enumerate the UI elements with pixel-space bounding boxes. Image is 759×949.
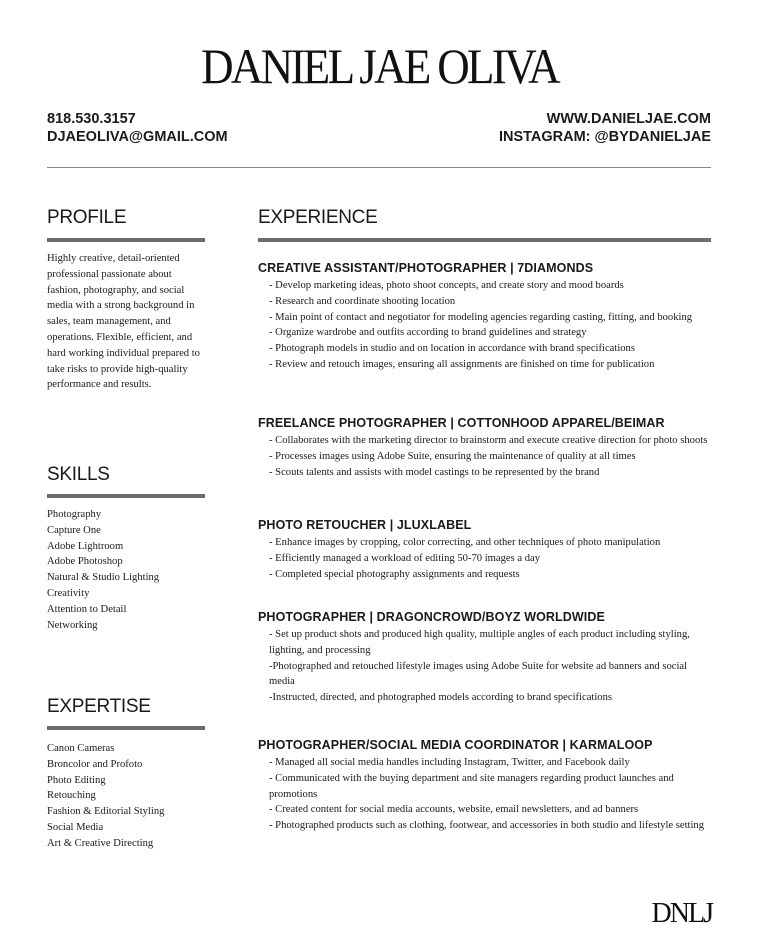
profile-line: professional passionate about	[47, 268, 172, 280]
resume-name: DANIEL JAE OLIVA	[201, 38, 558, 94]
job-title: CREATIVE ASSISTANT/PHOTOGRAPHER | 7DIAMONDS	[258, 261, 594, 275]
profile-text	[47, 251, 232, 393]
job-bullet: - Main point of contact and negotiator for modeling agencies regarding casting, fitting, and booking	[269, 311, 693, 323]
profile-heading: PROFILE	[47, 207, 127, 228]
profile-line: Highly creative, detail-oriented	[47, 253, 180, 264]
job-entry	[258, 517, 712, 582]
job-title: PHOTOGRAPHER/SOCIAL MEDIA COORDINATOR | KARMALOOP	[258, 738, 653, 752]
job-bullet: - Completed special photography assignments and requests	[269, 568, 520, 580]
experience-heading: EXPERIENCE	[258, 207, 378, 228]
instagram-handle: INSTAGRAM: @BYDANIELJAE	[498, 129, 711, 145]
job-bullet: - Collaborates with the marketing director to brainstorm and execute creative direction for photo shoots	[269, 435, 708, 446]
job-title: PHOTOGRAPHER | DRAGONCROWD/BOYZ WORLDWIDE	[258, 610, 605, 624]
job-entry	[258, 737, 712, 834]
job-bullet: - Organize wardrobe and outfits according to brand guidelines and strategy	[269, 327, 587, 339]
expertise-heading: EXPERTISE	[47, 696, 151, 717]
expertise-list	[47, 741, 164, 852]
header-divider	[47, 167, 711, 168]
skills-rule	[47, 494, 205, 498]
job-bullet: -Photographed and retouched lifestyle images using Adobe Suite for website ad banners and social media	[269, 660, 688, 688]
skill-item: Adobe Lightroom	[47, 540, 124, 552]
job-bullet: - Photographed products such as clothing, footwear, and accessories in both studio and lifestyle setting	[269, 820, 705, 832]
skill-item: Natural & Studio Lighting	[47, 572, 160, 584]
job-title: PHOTO RETOUCHER | JLUXLABEL	[258, 518, 472, 532]
job-bullet: - Communicated with the buying department and site managers regarding product launches and promotions	[269, 772, 674, 800]
skill-item: Networking	[47, 619, 98, 631]
job-entry	[258, 415, 712, 480]
job-entry	[258, 260, 712, 373]
expertise-rule	[47, 726, 205, 730]
job-bullet: - Review and retouch images, ensuring all assignments are finished on time for publication	[269, 358, 655, 370]
expertise-item: Broncolor and Profoto	[47, 758, 143, 770]
expertise-item: Fashion & Editorial Styling	[47, 806, 165, 818]
monogram-logo: DNLJ	[651, 898, 712, 929]
skills-list	[47, 507, 159, 633]
job-bullet: - Created content for social media accounts, website, email newsletters, and ad banners	[269, 804, 639, 816]
job-bullet: - Develop marketing ideas, photo shoot concepts, and create story and mood boards	[269, 280, 624, 291]
profile-line: sales, team management, and	[47, 316, 171, 328]
skill-item: Attention to Detail	[47, 603, 127, 615]
phone-number: 818.530.3157	[47, 111, 136, 127]
job-bullet: -Instructed, directed, and photographed models according to brand specifications	[269, 692, 613, 704]
profile-line: take risks to provide high-quality	[47, 363, 188, 375]
profile-line: performance and results.	[47, 379, 152, 391]
expertise-item: Canon Cameras	[47, 743, 115, 754]
contact-left	[47, 110, 228, 146]
profile-line: hard working individual prepared to	[47, 347, 200, 359]
skills-heading: SKILLS	[47, 464, 110, 485]
email-address: DJAEOLIVA@GMAIL.COM	[47, 129, 228, 145]
skill-item: Photography	[47, 509, 102, 520]
skill-item: Capture One	[47, 524, 101, 536]
expertise-item: Photo Editing	[47, 774, 106, 786]
profile-line: fashion, photography, and social	[47, 284, 185, 296]
expertise-item: Retouching	[47, 790, 96, 802]
skill-item: Creativity	[47, 587, 90, 599]
job-bullet: - Processes images using Adobe Suite, ensuring the maintenance of quality at all times	[269, 450, 636, 462]
job-entry	[258, 609, 712, 706]
job-bullet: - Managed all social media handles including Instagram, Twitter, and Facebook daily	[269, 757, 630, 768]
skill-item: Adobe Photoshop	[47, 556, 123, 568]
job-bullet: - Efficiently managed a workload of editing 50-70 images a day	[269, 552, 541, 564]
website-link[interactable]: WWW.DANIELJAE.COM	[546, 111, 711, 127]
job-bullet: - Enhance images by cropping, color correcting, and other techniques of photo manipulation	[269, 537, 661, 548]
job-bullet: - Photograph models in studio and on location in accordance with brand specifications	[269, 343, 635, 355]
expertise-item: Social Media	[47, 821, 104, 833]
job-bullet: - Set up product shots and produced high quality, multiple angles of each product including styling, lighting, and processing	[269, 629, 690, 656]
contact-right	[499, 110, 711, 146]
profile-rule	[47, 238, 205, 242]
profile-line: media with a strong background in	[47, 300, 195, 312]
job-bullet: - Scouts talents and assists with model castings to be represented by the brand	[269, 466, 600, 478]
job-title: FREELANCE PHOTOGRAPHER | COTTONHOOD APPAREL/BEIMAR	[258, 416, 665, 430]
profile-line: operations. Flexible, efficient, and	[47, 331, 193, 343]
experience-rule	[258, 238, 711, 242]
job-bullet: - Research and coordinate shooting location	[269, 295, 456, 307]
expertise-item: Art & Creative Directing	[47, 837, 154, 849]
